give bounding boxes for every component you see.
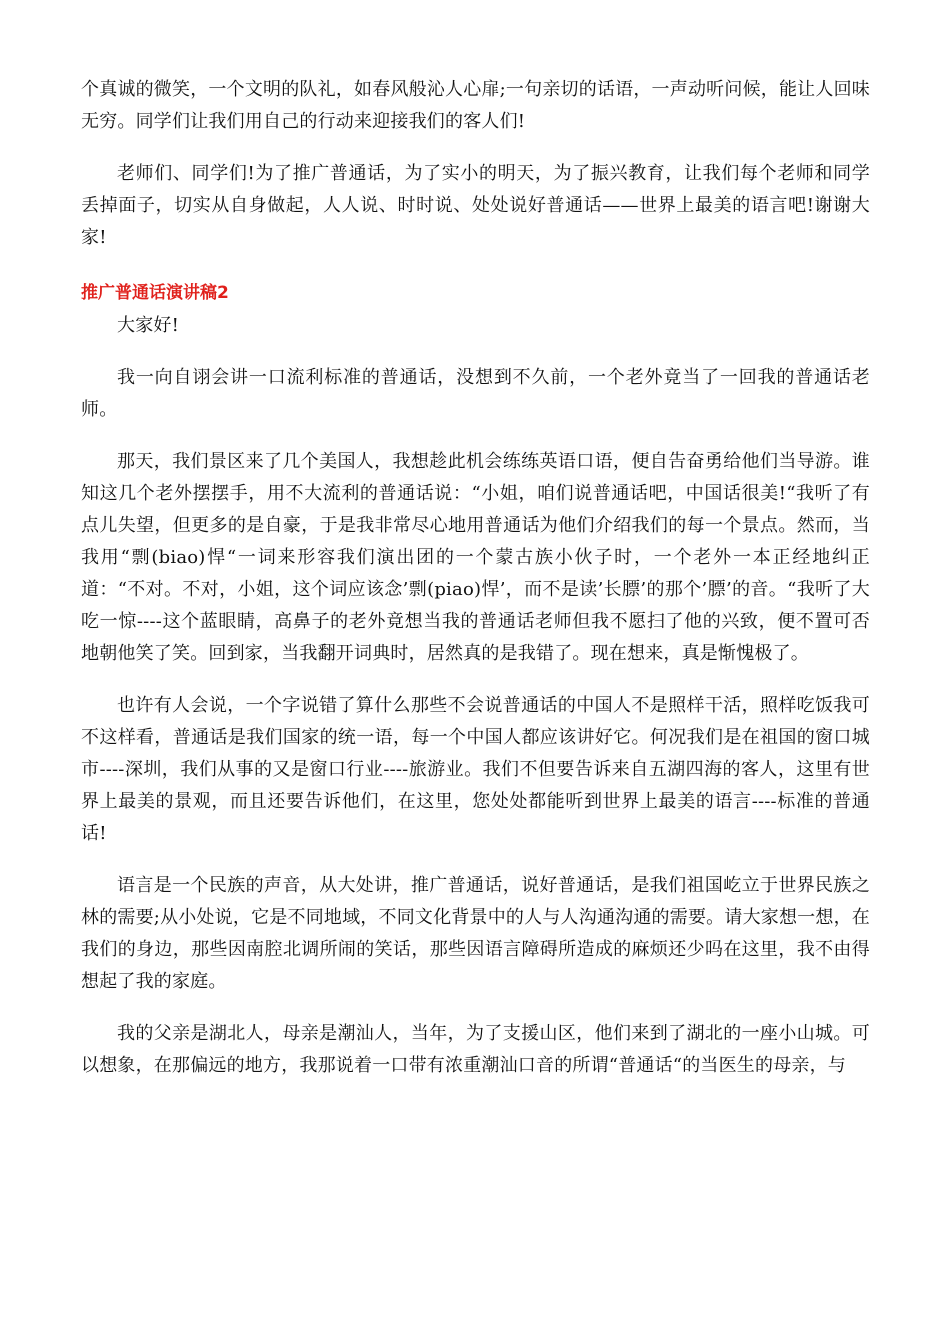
intro-paragraph: 个真诚的微笑，一个文明的队礼，如春风般沁人心扉;一句亲切的话语，一声动听问候，能让人回味无穷。同学们让我们用自己的行动来迎接我们的客人们!	[81, 79, 870, 132]
section-title: 推广普通话演讲稿2	[81, 283, 229, 303]
body-paragraph: 也许有人会说，一个字说错了算什么那些不会说普通话的中国人不是照样干活，照样吃饭我可不这样看，普通话是我们国家的统一语，每一个中国人都应该讲好它。何况我们是在祖国的窗口城市----深圳，我们从事的又是窗口行业----旅游业。我们不但要告诉来自五湖四海的客人，这里有世界上最美的景观，而且还要告诉他们，在这里，您处处都能听到世界上最美的语言----标准的普通话!	[81, 695, 870, 844]
body-paragraph: 我的父亲是湖北人，母亲是潮汕人，当年，为了支援山区，他们来到了湖北的一座小山城。可以想象，在那偏远的地方，我那说着一口带有浓重潮汕口音的所谓“普通话“的当医生的母亲，与	[81, 1023, 870, 1076]
body-paragraph: 那天，我们景区来了几个美国人，我想趁此机会练练英语口语，便自告奋勇给他们当导游。谁知这几个老外摆摆手，用不大流利的普通话说：“小姐，咱们说普通话吧，中国话很美!“我听了有点儿失望，但更多的是自豪，于是我非常尽心地用普通话为他们介绍我们的每一个景点。然而，当我用“剽(biao)悍“一词来形容我们演出团的一个蒙古族小伙子时，一个老外一本正经地纠正道：“不对。不对，小姐，这个词应该念’剽(piao)悍’，而不是读’长膘’的那个’膘’的音。“我听了大吃一惊----这个蓝眼睛，高鼻子的老外竟想当我的普通话老师但我不愿扫了他的兴致，便不置可否地朝他笑了笑。回到家，当我翻开词典时，居然真的是我错了。现在想来，真是惭愧极了。	[81, 451, 870, 664]
document-content	[81, 74, 870, 1082]
intro-paragraph: 老师们、同学们!为了推广普通话，为了实小的明天，为了振兴教育，让我们每个老师和同学丢掉面子，切实从自身做起，人人说、时时说、处处说好普通话——世界上最美的语言吧!谢谢大家!	[81, 163, 870, 248]
body-paragraph: 语言是一个民族的声音，从大处讲，推广普通话，说好普通话，是我们祖国屹立于世界民族之林的需要;从小处说，它是不同地域，不同文化背景中的人与人沟通沟通的需要。请大家想一想，在我们的身边，那些因南腔北调所闹的笑话，那些因语言障碍所造成的麻烦还少吗在这里，我不由得想起了我的家庭。	[81, 875, 870, 992]
body-paragraph: 我一向自诩会讲一口流利标准的普通话，没想到不久前，一个老外竟当了一回我的普通话老师。	[81, 367, 870, 420]
greeting-paragraph: 大家好!	[117, 315, 180, 336]
